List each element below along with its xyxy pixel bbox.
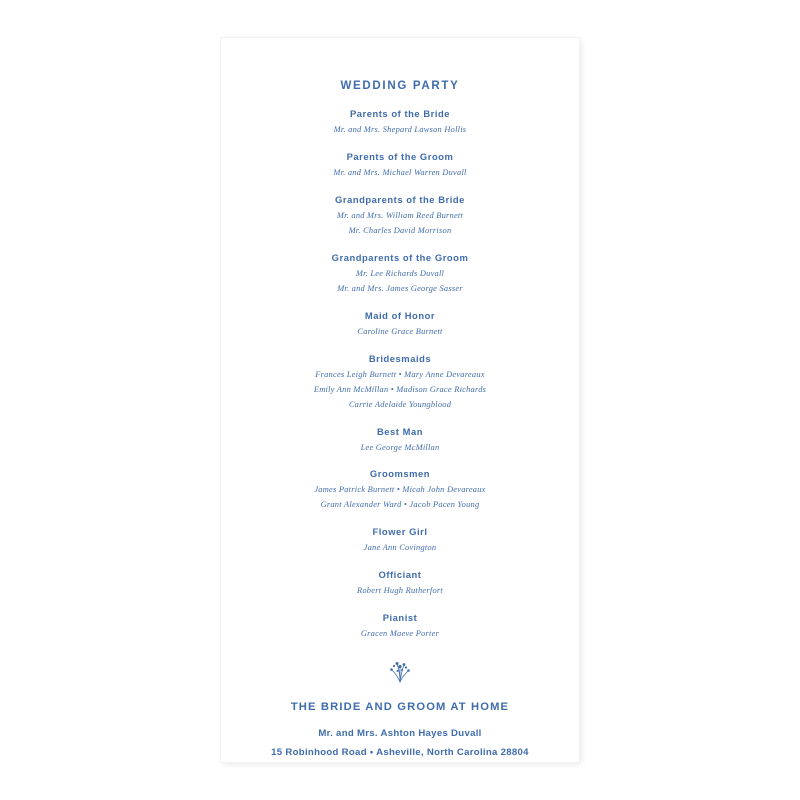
section-line: Mr. and Mrs. William Reed Burnett bbox=[336, 210, 464, 220]
section-parents-of-the-groom bbox=[221, 151, 579, 181]
section-line: Grant Alexander Ward • Jacob Pacen Young bbox=[320, 500, 480, 510]
section-maid-of-honor bbox=[221, 310, 579, 340]
section-line: Jane Ann Covington bbox=[363, 543, 437, 553]
section-bridesmaids bbox=[221, 353, 579, 413]
section-officiant bbox=[221, 569, 579, 599]
section-line: James Patrick Burnett • Micah John Devareaux bbox=[314, 485, 486, 495]
section-heading: Grandparents of the Groom bbox=[331, 251, 469, 263]
section-best-man bbox=[221, 426, 579, 456]
section-line: Robert Hugh Rutherfort bbox=[357, 586, 443, 596]
section-line: Emily Ann McMillan • Madison Grace Richards bbox=[313, 384, 487, 394]
program-content bbox=[221, 38, 579, 762]
wedding-party-sections bbox=[221, 108, 579, 642]
section-heading: Grandparents of the Bride bbox=[335, 193, 465, 205]
page-title: WEDDING PARTY bbox=[340, 80, 460, 92]
section-groomsmen bbox=[221, 468, 579, 513]
section-flower-girl bbox=[221, 526, 579, 556]
section-line: Lee George McMillan bbox=[360, 442, 440, 452]
footer-line: Mr. and Mrs. Ashton Hayes Duvall bbox=[318, 728, 482, 740]
section-heading: Maid of Honor bbox=[364, 309, 436, 321]
section-line: Carrie Adelaide Youngblood bbox=[348, 399, 452, 409]
section-line: Mr. and Mrs. Shepard Lawson Hollis bbox=[333, 125, 467, 134]
section-pianist bbox=[221, 612, 579, 642]
floral-sprig-icon bbox=[221, 655, 579, 689]
section-line: Frances Leigh Burnett • Mary Anne Devareaux bbox=[315, 369, 485, 379]
section-line: Caroline Grace Burnett bbox=[357, 326, 443, 336]
section-grandparents-of-the-bride bbox=[221, 194, 579, 239]
at-home-footer bbox=[221, 701, 579, 762]
section-heading: Flower Girl bbox=[372, 526, 428, 538]
footer-line: 15 Robinhood Road • Asheville, North Carolina 28804 bbox=[271, 747, 529, 759]
footer-title: THE BRIDE AND GROOM AT HOME bbox=[290, 701, 510, 714]
section-heading: Groomsmen bbox=[369, 468, 431, 480]
section-heading: Best Man bbox=[376, 425, 424, 437]
section-heading: Bridesmaids bbox=[368, 352, 432, 364]
section-heading: Parents of the Bride bbox=[349, 108, 451, 119]
section-parents-of-the-bride bbox=[221, 108, 579, 138]
section-line: Mr. and Mrs. James George Sasser bbox=[337, 283, 463, 293]
section-heading: Officiant bbox=[378, 569, 422, 581]
section-grandparents-of-the-groom bbox=[221, 252, 579, 297]
section-line: Mr. Lee Richards Duvall bbox=[355, 268, 445, 278]
section-heading: Parents of the Groom bbox=[346, 150, 454, 162]
section-line: Mr. Charles David Morrison bbox=[348, 225, 452, 235]
section-line: Mr. and Mrs. Michael Warren Duvall bbox=[333, 167, 467, 177]
wedding-program-card bbox=[221, 38, 579, 762]
section-line: Gracen Maeve Porter bbox=[360, 629, 440, 639]
section-heading: Pianist bbox=[382, 612, 418, 624]
